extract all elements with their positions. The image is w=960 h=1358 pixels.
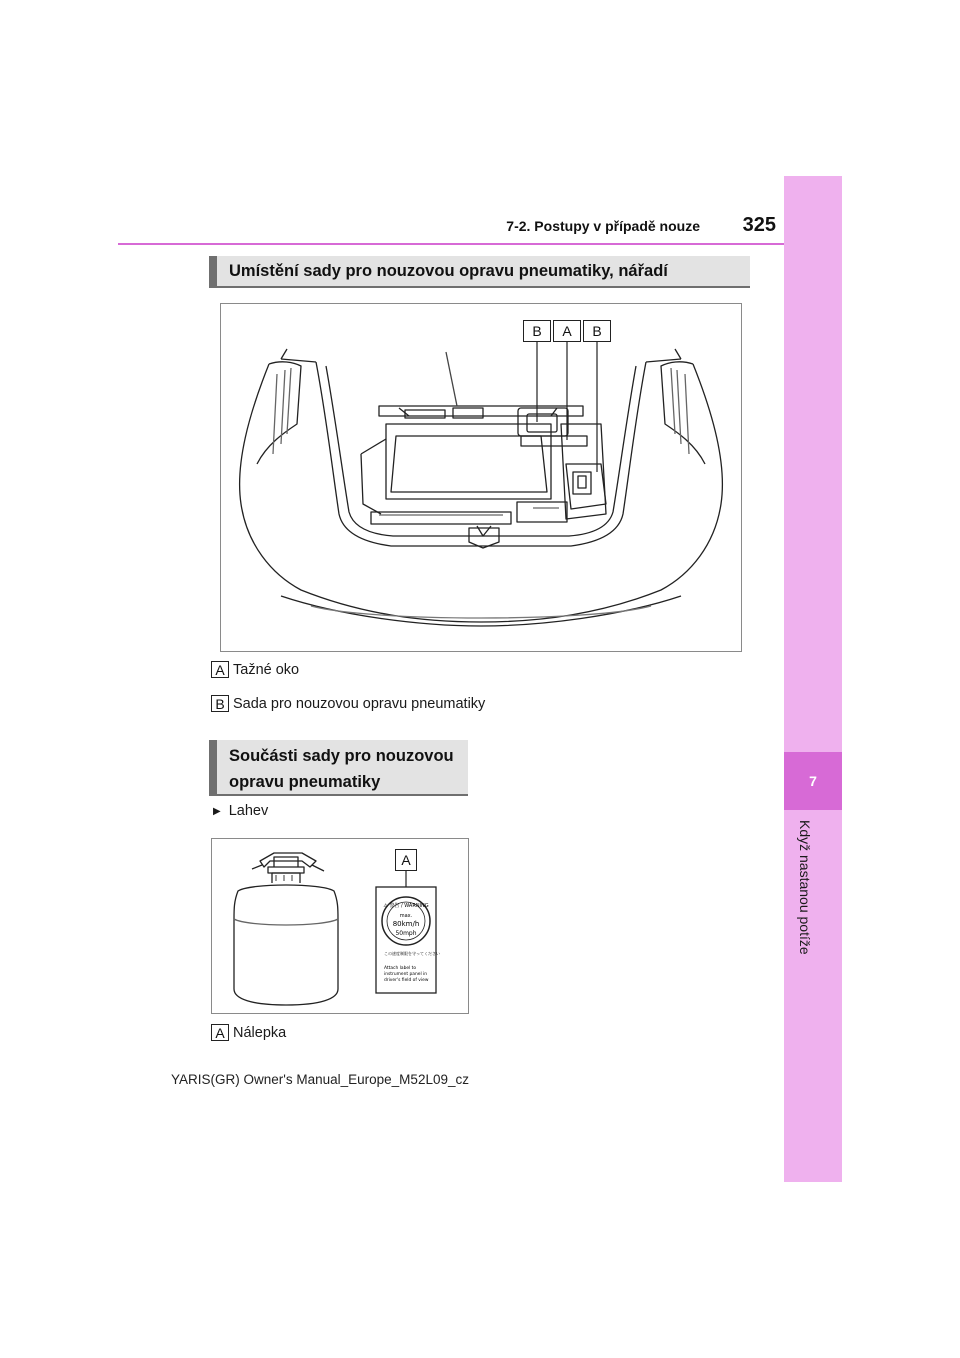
legend-text-b: Sada pro nouzovou opravu pneumatiky	[233, 695, 486, 712]
chapter-number: 7	[809, 773, 817, 789]
callout-a: A	[553, 320, 581, 342]
page-number: 325	[742, 214, 776, 236]
trunk-illustration	[221, 304, 741, 651]
sticker-warning: ⚠ 警告 / WARNING	[383, 903, 429, 909]
section-label: 7-2. Postupy v případě nouze	[506, 218, 700, 234]
bottle-illustration	[212, 839, 468, 1013]
chapter-side-tab	[784, 176, 842, 1182]
bullet-text: Lahev	[228, 803, 269, 819]
legend-key-a: A	[211, 661, 229, 678]
legend-text-sticker: Nálepka	[233, 1024, 287, 1041]
legend-item-sticker	[211, 1024, 286, 1041]
section-heading-location: Umístění sady pro nouzovou opravu pneumatiky, nářadí	[209, 256, 750, 288]
sticker-mph: 50mph	[395, 930, 417, 937]
sticker-kmh: 80km/h	[392, 920, 420, 928]
bottle-figure	[211, 838, 469, 1014]
legend-text-a: Tažné oko	[233, 661, 300, 678]
sticker-en-3: driver's field of view	[384, 978, 429, 983]
callout-sticker: A	[395, 849, 417, 871]
sticker-en-1: Attach label to	[384, 966, 417, 971]
legend-key-sticker: A	[211, 1024, 229, 1041]
chapter-title: Když nastanou potíže	[797, 820, 813, 955]
legend-item-a	[211, 661, 299, 678]
sticker-jp-note: この速度制限を守ってください	[384, 951, 440, 956]
triangle-bullet-icon: ▶	[213, 805, 221, 817]
header-rule	[118, 243, 784, 245]
sticker-max: max.	[399, 913, 413, 919]
footer-text: YARIS(GR) Owner's Manual_Europe_M52L09_cz	[171, 1072, 469, 1087]
legend-item-b	[211, 695, 485, 712]
legend-key-b: B	[211, 695, 229, 712]
heading-line-2: opravu pneumatiky	[229, 773, 381, 791]
heading-line-1: Součásti sady pro nouzovou	[229, 747, 454, 765]
section-heading-components	[209, 740, 468, 796]
trunk-figure	[220, 303, 742, 652]
callout-b-left: B	[523, 320, 551, 342]
bullet-item	[213, 803, 268, 819]
callout-b-right: B	[583, 320, 611, 342]
sticker-en-2: instrument panel in	[384, 972, 428, 977]
